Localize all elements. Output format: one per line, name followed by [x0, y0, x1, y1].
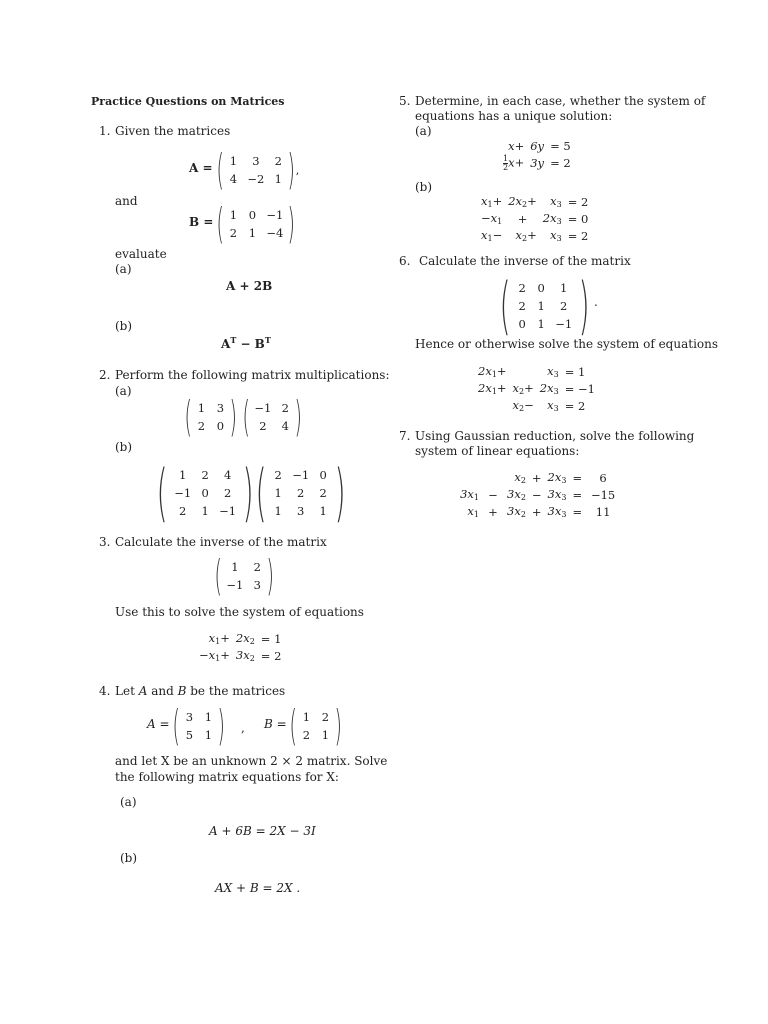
q2-text: Perform the following matrix multiplications:	[115, 368, 390, 382]
q5-line-2: equations has a unique solution:	[415, 109, 613, 123]
q7-number: 7.	[399, 429, 411, 443]
q4-number: 4.	[99, 684, 111, 698]
q2-matrix-4: ( 2 −1 0 1 2 2 1 3 1 )	[255, 456, 346, 529]
page-title: Practice Questions on Matrices	[91, 95, 285, 108]
q2-number: 2.	[99, 368, 111, 382]
q1-and: and	[115, 194, 138, 208]
q7-equation-system	[450, 470, 621, 520]
q6-number: 6.	[399, 254, 411, 268]
q3-use-text: Use this to solve the system of equations	[115, 605, 364, 619]
equation-row: $x_1-$ $x_2+$ $x_3$ = 2	[481, 227, 589, 243]
q2-part-a: (a)	[115, 384, 132, 398]
q4-part-a-expr: A + 6B = 2X − 3I	[209, 824, 316, 838]
q2-matrix-3: ( 1 2 4 −1 0 2 2 1 −1 )	[156, 456, 254, 529]
equation-row: $2x_1+$ $x_3$ = 1	[478, 364, 586, 380]
q1-number: 1.	[99, 124, 111, 138]
equation-row: $x_2$ + $2x_3$ = 6	[514, 470, 607, 486]
q1-part-b: (b)	[115, 319, 133, 333]
q1-text: Given the matrices	[115, 124, 231, 138]
q4-part-b-expr: AX + B = 2X .	[215, 881, 301, 895]
q4-matrix-b: ( 1 2 2 1 )	[289, 701, 343, 750]
q3-equation-system	[196, 631, 284, 665]
q3-matrix: ( 1 2 −1 3 )	[214, 551, 275, 600]
q6-equation-system	[475, 364, 598, 414]
q4-line-1: and let X be an unknown 2 × 2 matrix. Solve	[115, 754, 388, 768]
equation-row: $-x_1$ + $2x_3$ = 0	[481, 210, 589, 226]
q1-part-a-expr: A + 2B	[226, 279, 273, 293]
q5-line-1: Determine, in each case, whether the system of	[415, 94, 706, 108]
q6-period: .	[594, 295, 598, 309]
q4-line-2: the following matrix equations for X:	[115, 770, 339, 784]
q6-hence-text: Hence or otherwise solve the system of equations	[415, 337, 719, 351]
q6-text: Calculate the inverse of the matrix	[419, 254, 631, 268]
q7-line-2: system of linear equations:	[415, 444, 580, 458]
q4-matrix-a-label: A =	[147, 717, 170, 731]
q3-text: Calculate the inverse of the matrix	[115, 535, 327, 549]
q2-part-b: (b)	[115, 440, 133, 454]
equation-row: $x_1+$ $2x_2+$ $x_3$ = 2	[481, 194, 589, 210]
q1-matrix-b-label: B =	[189, 215, 214, 229]
q3-number: 3.	[99, 535, 111, 549]
q6-matrix: ( 2 0 1 2 1 2 0 1 −1 )	[499, 269, 590, 342]
q5-part-a: (a)	[415, 124, 432, 138]
q4-text: Let A and B be the matrices	[115, 684, 286, 698]
equation-row: $\frac{1}{2}$ x+ 3y = 2	[503, 153, 571, 172]
q1-matrix-a: ( 1 3 2 4 −2 1 ) ,	[216, 145, 300, 194]
q1-matrix-b: ( 1 0 −1 2 1 −4 )	[216, 199, 296, 248]
equation-row: $x_2-$ $x_3$ = 2	[512, 397, 586, 413]
q2-matrix-2: ( −1 2 2 4 )	[242, 392, 303, 441]
q1-part-a: (a)	[115, 262, 132, 276]
equation-row: x+ 6y = 5	[508, 139, 571, 153]
equation-row: $x_1+$ $2x_2$ = 1	[208, 631, 282, 647]
equation-row: $3x_1$ − $3x_2$ − $3x_3$ = −15	[460, 486, 616, 502]
q5b-equation-system	[478, 194, 591, 244]
q5-part-b: (b)	[415, 180, 433, 194]
q4-matrix-a: ( 3 1 5 1 )	[172, 701, 226, 750]
equation-row: $x_1$ + $3x_2$ + $3x_3$ = 11	[467, 503, 611, 519]
q1-matrix-a-label: A =	[189, 161, 213, 175]
equation-row: $-x_1+$ $3x_2$ = 2	[199, 647, 282, 663]
q1-evaluate: evaluate	[115, 247, 167, 261]
q4-part-a: (a)	[120, 795, 137, 809]
q1-part-b-expr: $A^T - B^T$	[221, 335, 271, 351]
q4-comma: ,	[241, 721, 245, 735]
q5a-equation-system	[500, 139, 574, 173]
q7-line-1: Using Gaussian reduction, solve the following	[415, 429, 695, 443]
q4-part-b: (b)	[120, 851, 138, 865]
q4-matrix-b-label: B =	[264, 717, 287, 731]
equation-row: $2x_1+$ $x_2+$ $2x_3$ = −1	[478, 380, 595, 396]
q2-matrix-1: ( 1 3 2 0 )	[184, 392, 238, 441]
q5-number: 5.	[399, 94, 411, 108]
